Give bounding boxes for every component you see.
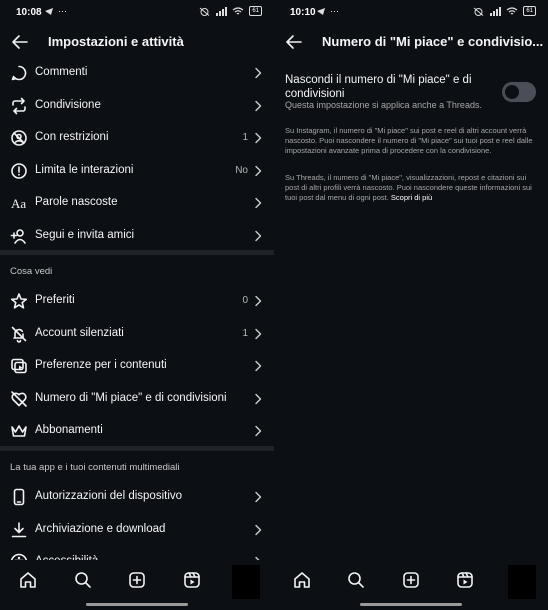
- chevron-right-icon: [254, 491, 262, 503]
- settings-row-label: Limita le interazioni: [35, 163, 134, 176]
- settings-row[interactable]: [0, 90, 274, 122]
- chevron-right-icon: [254, 524, 262, 536]
- settings-row[interactable]: [0, 285, 274, 317]
- create-post-icon[interactable]: [127, 570, 147, 590]
- settings-row[interactable]: [0, 481, 274, 513]
- content-preferences-icon: [10, 357, 28, 375]
- settings-row-count: No: [235, 164, 248, 176]
- settings-row[interactable]: [0, 318, 274, 350]
- status-system-icons: [473, 6, 536, 16]
- wifi-icon: [506, 7, 518, 16]
- status-notification-icons: [44, 6, 67, 16]
- status-time: 10:10: [290, 7, 316, 18]
- back-arrow-icon[interactable]: [284, 32, 304, 52]
- telegram-icon: [44, 7, 54, 16]
- more-notifications-icon: ···: [330, 6, 339, 16]
- download-icon: [10, 521, 28, 539]
- settings-row[interactable]: [0, 155, 274, 187]
- hidden-likes-icon: [10, 390, 28, 408]
- follow-invite-icon: [10, 227, 28, 245]
- chevron-right-icon: [254, 328, 262, 340]
- chevron-right-icon: [254, 100, 262, 112]
- status-notification-icons: [316, 6, 339, 16]
- signal-icon: [489, 7, 501, 16]
- profile-avatar[interactable]: [508, 565, 536, 599]
- chevron-right-icon: [254, 67, 262, 79]
- restrict-icon: [10, 129, 28, 147]
- hidden-words-icon: [10, 194, 28, 212]
- status-time: 10:08: [16, 7, 42, 18]
- settings-row[interactable]: [0, 122, 274, 154]
- telegram-icon: [316, 7, 326, 16]
- alarm-off-icon: [473, 7, 484, 16]
- star-icon: [10, 292, 28, 310]
- reels-icon[interactable]: [455, 570, 475, 590]
- settings-row-label: Condivisione: [35, 98, 101, 111]
- muted-bell-icon: [10, 325, 28, 343]
- reels-icon[interactable]: [182, 570, 202, 590]
- section-divider: [0, 446, 274, 451]
- chevron-right-icon: [254, 360, 262, 372]
- settings-row[interactable]: [0, 415, 274, 447]
- search-icon[interactable]: [346, 570, 366, 590]
- chevron-right-icon: [254, 393, 262, 405]
- home-icon[interactable]: [18, 570, 38, 590]
- page-title: Numero di "Mi piace" e condivisio...: [322, 34, 544, 49]
- hide-likes-sublabel: Questa impostazione si applica anche a Threads.: [285, 100, 482, 110]
- svg-text:Aa: Aa: [11, 196, 27, 211]
- app-bar: [0, 28, 274, 56]
- settings-row-label: Con restrizioni: [35, 131, 109, 143]
- comment-icon: [10, 64, 28, 82]
- status-bar: [0, 0, 274, 26]
- settings-row-count: 1: [242, 327, 248, 339]
- status-system-icons: [199, 6, 262, 16]
- profile-avatar[interactable]: [232, 565, 260, 599]
- back-arrow-icon[interactable]: [10, 32, 30, 52]
- create-post-icon[interactable]: [401, 570, 421, 590]
- more-notifications-icon: ···: [58, 6, 67, 16]
- settings-row[interactable]: [0, 220, 274, 252]
- limit-icon: [10, 162, 28, 180]
- learn-more-link[interactable]: Scopri di più: [390, 193, 433, 202]
- wifi-icon: [232, 7, 244, 16]
- hide-likes-toggle[interactable]: [502, 82, 536, 102]
- chevron-right-icon: [254, 165, 262, 177]
- likes-count-screen: [274, 0, 548, 610]
- section-header-cosa-vedi: Cosa vedi: [10, 266, 53, 277]
- settings-row-label: Archiviazione e download: [35, 522, 166, 535]
- chevron-right-icon: [254, 197, 262, 209]
- smartphone-icon: [10, 488, 28, 506]
- gesture-bar: [86, 603, 188, 606]
- battery-indicator: 61: [523, 6, 536, 16]
- settings-row-label: Parole nascoste: [35, 196, 118, 208]
- alarm-off-icon: [199, 7, 210, 16]
- page-title: Impostazioni e attività: [48, 34, 184, 49]
- section-header-app: La tua app e i tuoi contenuti multimediali: [10, 462, 180, 473]
- instagram-info-text: Su Instagram, il numero di "Mi piace" sui post e reel di altri account verrà nascosto. Puoi nascondere il numero di "Mi piace" sui tuoi post e reel dalle impostazioni avanzate prima di procedere con la condivisione.: [285, 126, 533, 155]
- share-icon: [10, 97, 28, 115]
- status-bar: [274, 0, 548, 26]
- settings-row-label: Account silenziati: [35, 326, 124, 339]
- settings-row-label: Preferenze per i contenuti: [35, 359, 167, 371]
- signal-icon: [215, 7, 227, 16]
- gesture-bar: [360, 603, 462, 606]
- settings-row-count: 1: [242, 132, 248, 143]
- chevron-right-icon: [254, 295, 262, 307]
- toggle-knob: [505, 85, 519, 99]
- settings-row-label: Segui e invita amici: [35, 228, 135, 241]
- settings-row-label: Abbonamenti: [35, 424, 103, 436]
- settings-row-label: Preferiti: [35, 294, 75, 306]
- settings-row-label: Numero di "Mi piace" e di condivisioni: [35, 391, 227, 404]
- settings-row[interactable]: [0, 383, 274, 415]
- settings-row-label: Commenti: [35, 66, 88, 78]
- battery-indicator: 61: [249, 6, 262, 16]
- settings-row[interactable]: [0, 57, 274, 89]
- home-icon[interactable]: [292, 570, 312, 590]
- settings-row-label: Autorizzazioni del dispositivo: [35, 490, 183, 502]
- chevron-right-icon: [254, 230, 262, 242]
- hide-likes-label: Nascondi il numero di "Mi piace" e di condivisioni: [285, 74, 472, 100]
- settings-row[interactable]: [0, 350, 274, 382]
- chevron-right-icon: [254, 132, 262, 144]
- bottom-nav: [274, 560, 548, 610]
- threads-info-text: [285, 173, 540, 203]
- chevron-right-icon: [254, 425, 262, 437]
- section-divider: [0, 250, 274, 255]
- crown-icon: [10, 422, 28, 440]
- bottom-nav: [0, 560, 274, 610]
- settings-row-count: 0: [242, 295, 248, 306]
- app-bar: [274, 28, 548, 56]
- settings-row[interactable]: [0, 514, 274, 546]
- threads-info-body: Su Threads, il numero di "Mi piace", visualizzazioni, repost e citazioni sui post di altri profili verrà nascosto. Puoi nascondere queste informazioni sui tuoi post dal menu di ogni post.: [285, 173, 532, 202]
- settings-row[interactable]: [0, 187, 274, 219]
- search-icon[interactable]: [73, 570, 93, 590]
